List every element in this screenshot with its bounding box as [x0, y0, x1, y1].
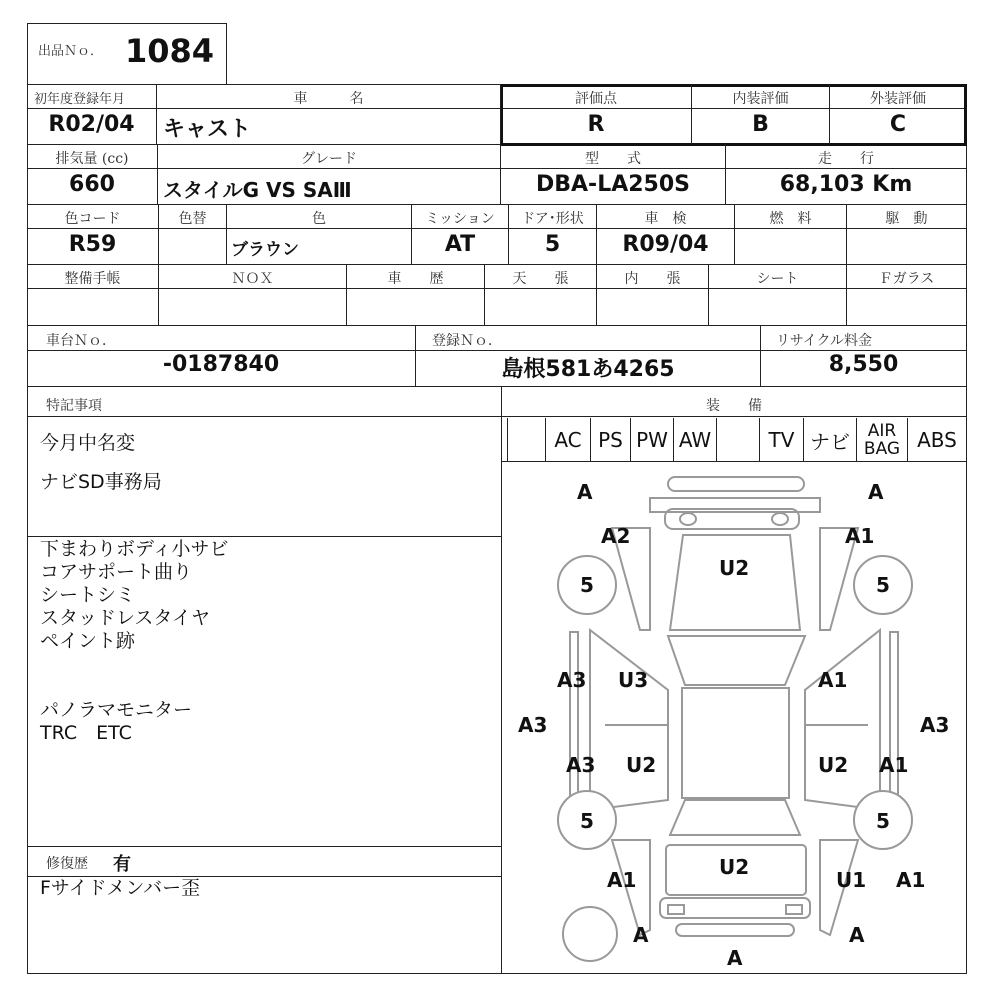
door-value: 5	[544, 232, 561, 257]
label-trunk: U2	[719, 855, 750, 879]
lot-label: 出品Ｎｏ．	[38, 44, 104, 59]
color-change-label: 色替	[178, 211, 207, 227]
roof-label: 天 張	[512, 271, 569, 287]
inspection-value: R09/04	[622, 232, 709, 257]
note-line: TRC ETC	[40, 722, 132, 744]
history-label: 車 歴	[387, 271, 444, 287]
displacement-label: 排気量 (cc)	[55, 151, 129, 167]
label-door-left: A3	[566, 753, 596, 777]
nox-label: ＮＯＸ	[231, 271, 274, 287]
equipment-label: 装 備	[706, 398, 762, 414]
label-roof-left: U3	[618, 668, 649, 692]
color-value: ブラウン	[231, 240, 299, 260]
label-rear-right-corner: A	[849, 923, 865, 947]
label-tire-fl: 5	[580, 573, 594, 597]
label-tire-rl: 5	[580, 809, 594, 833]
door-label: ドア･形状	[521, 211, 584, 227]
label-door-right: A1	[879, 753, 909, 777]
reg-no-label: 登録Ｎｏ．	[432, 333, 502, 349]
reg-no-value: 島根581あ4265	[501, 357, 675, 382]
recycle-value: 8,550	[828, 352, 899, 377]
repair-history-label: 修復歴	[46, 856, 88, 872]
note-line: パノラマモニター	[40, 699, 193, 721]
label-fender-right: A1	[845, 524, 875, 548]
note-line: 下まわりボディ小サビ	[40, 538, 229, 560]
equip-abs: ABS	[907, 418, 966, 462]
interior-value: B	[752, 112, 769, 137]
score-label: 評価点	[575, 91, 617, 107]
chassis-value: -0187840	[162, 352, 280, 377]
car-name-value: キャスト	[163, 117, 252, 142]
first-reg-value: R02/04	[48, 112, 135, 137]
color-label: 色	[312, 211, 326, 227]
windshield-shape	[668, 636, 805, 685]
label-fender-left: A2	[601, 524, 631, 548]
mileage-value: 68,103 Km	[779, 172, 913, 197]
lot-number: 1084	[125, 32, 215, 70]
front-bumper-shape	[668, 477, 804, 491]
label-hood: U2	[719, 556, 750, 580]
note-line: コアサポート曲り	[40, 561, 193, 583]
displacement-value: 660	[69, 172, 115, 197]
inspection-label: 車 検	[644, 211, 687, 227]
exterior-value: C	[889, 112, 907, 137]
note-line: ナビSD事務局	[40, 471, 162, 493]
label-rear-left: A	[633, 923, 649, 947]
note-line: スタッドレスタイヤ	[40, 607, 211, 629]
note-line: Fサイドメンバー歪	[40, 877, 201, 899]
label-side-right: A3	[920, 713, 950, 737]
color-code-value: R59	[68, 232, 117, 257]
hood-shape	[670, 535, 800, 630]
label-front-left: A	[577, 480, 593, 504]
note-line: 今月中名変	[40, 432, 136, 454]
model-label: 型 式	[585, 151, 641, 167]
grade-value: スタイルG VS SAⅢ	[163, 178, 352, 202]
equip-ac: AC	[545, 418, 590, 462]
label-rear-center: A	[727, 946, 743, 970]
equip-pw: PW	[630, 418, 673, 462]
label-roof-rear: U2	[626, 753, 657, 777]
label-rear-fender-right: A1	[896, 868, 926, 892]
score-value: R	[587, 112, 605, 137]
label-pillar-right: A1	[818, 668, 848, 692]
note-line: シートシミ	[40, 584, 136, 606]
exterior-label: 外装評価	[870, 91, 926, 107]
mileage-label: 走 行	[818, 151, 874, 167]
equip-navi: ナビ	[803, 418, 856, 462]
roof-shape	[682, 688, 789, 798]
fglass-label: Ｆガラス	[878, 271, 935, 287]
transmission-label: ミッション	[425, 211, 495, 227]
recycle-label: リサイクル料金	[776, 333, 873, 349]
right-side-shape	[805, 630, 880, 810]
seat-label: シート	[756, 271, 799, 287]
chassis-label: 車台Ｎｏ．	[46, 333, 116, 349]
first-reg-label: 初年度登録年月	[34, 92, 126, 107]
label-tire-rr: 5	[876, 809, 890, 833]
label-roof-rear-right: U2	[818, 753, 849, 777]
drive-label: 駆 動	[885, 211, 928, 227]
repair-history-value: 有	[113, 854, 131, 875]
note-line: ペイント跡	[40, 630, 136, 652]
equip-ps: PS	[590, 418, 630, 462]
interior-label: 内装評価	[732, 91, 789, 107]
notes-label: 特記事項	[46, 398, 102, 414]
left-side-shape	[590, 630, 668, 810]
label-tire-fr: 5	[876, 573, 890, 597]
equip-aw: AW	[673, 418, 716, 462]
equip-airbag: AIR BAG	[856, 418, 907, 462]
equip-tv: TV	[759, 418, 803, 462]
label-front-right: A	[868, 480, 884, 504]
maintenance-label: 整備手帳	[64, 271, 121, 287]
car-name-label: 車 名	[293, 91, 364, 107]
fuel-label: 燃 料	[769, 211, 812, 227]
color-code-label: 色コード	[64, 211, 121, 227]
model-value: DBA-LA250S	[536, 172, 690, 197]
label-pillar-left: A3	[557, 668, 587, 692]
transmission-value: AT	[444, 232, 476, 257]
label-rear-fender-left: A1	[607, 868, 637, 892]
spare-tire	[563, 907, 617, 961]
rear-window-shape	[670, 800, 800, 835]
inner-label: 内 張	[624, 271, 681, 287]
label-rear-right: U1	[836, 868, 867, 892]
label-side-left: A3	[518, 713, 548, 737]
grade-label: グレード	[301, 151, 357, 167]
